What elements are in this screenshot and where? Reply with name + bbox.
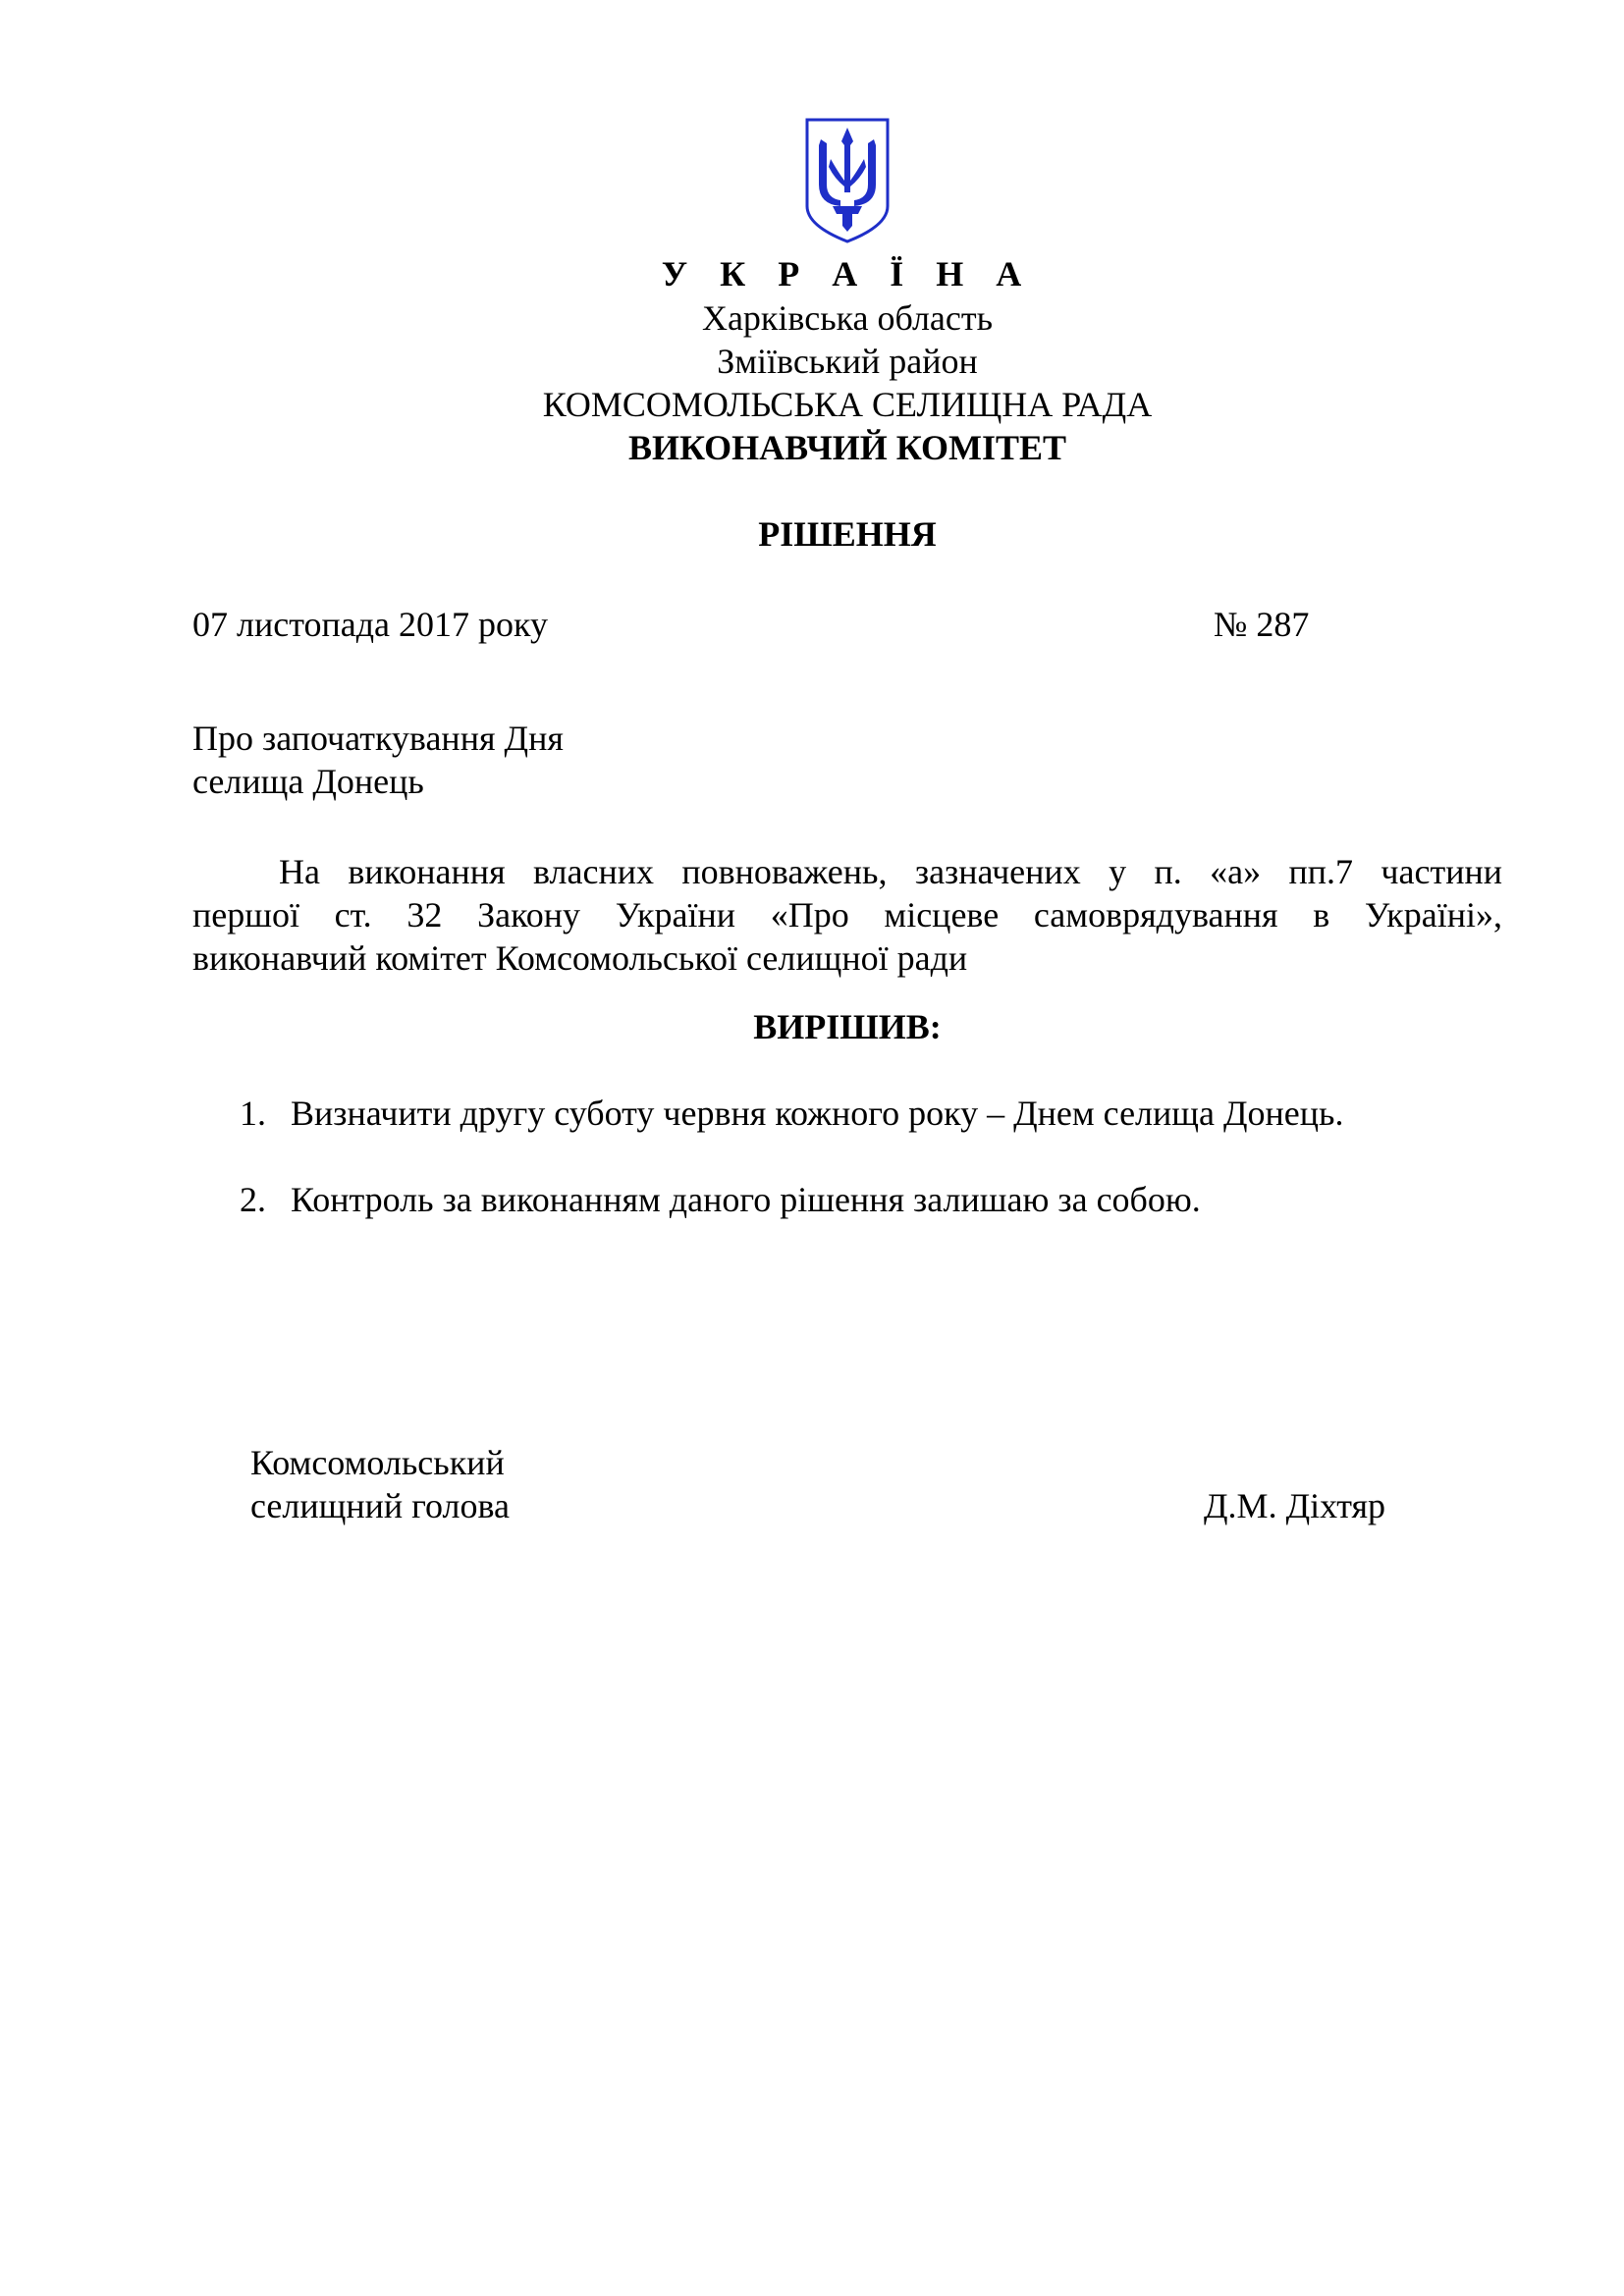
country-heading: У К Р А Ї Н А xyxy=(661,254,1034,294)
rayon-line: Зміївський район xyxy=(717,342,978,381)
preamble-line: виконавчий комітет Комсомольської селищної ради xyxy=(192,938,968,978)
document-type: РІШЕННЯ xyxy=(758,514,937,554)
resolved-heading: ВИРІШИВ: xyxy=(753,1007,942,1046)
signatory-title-line: селищний голова xyxy=(250,1486,511,1525)
preamble-line: першої ст. 32 Закону України «Про місцеве самоврядування в Україні», xyxy=(192,895,1502,934)
signatory-title-line: Комсомольський xyxy=(250,1443,505,1482)
council-line: КОМСОМОЛЬСЬКА СЕЛИЩНА РАДА xyxy=(542,385,1153,424)
subject-line: Про започаткування Дня xyxy=(192,719,564,758)
committee-line: ВИКОНАВЧИЙ КОМІТЕТ xyxy=(627,428,1067,467)
subject-line: селища Донець xyxy=(192,762,424,801)
signatory-title xyxy=(250,1441,510,1527)
trident-coat-of-arms-icon xyxy=(803,116,892,245)
list-item xyxy=(240,1178,1343,1221)
document-number: № 287 xyxy=(1214,605,1310,644)
preamble-line: На виконання власних повноважень, зазначених у п. «а» пп.7 частини xyxy=(279,852,1502,891)
decision-items xyxy=(240,1092,1343,1264)
preamble-paragraph xyxy=(192,850,1502,980)
list-item xyxy=(240,1092,1343,1135)
item-number: 1. xyxy=(240,1094,266,1133)
item-text: Контроль за виконанням даного рішення залишаю за собою. xyxy=(291,1180,1201,1219)
oblast-line: Харківська область xyxy=(701,298,994,338)
document-subject xyxy=(192,717,564,803)
document-date: 07 листопада 2017 року xyxy=(192,605,548,644)
item-text: Визначити другу суботу червня кожного року – Днем селища Донець. xyxy=(291,1094,1344,1133)
signatory-name: Д.М. Діхтяр xyxy=(1204,1486,1386,1525)
item-number: 2. xyxy=(240,1180,266,1219)
